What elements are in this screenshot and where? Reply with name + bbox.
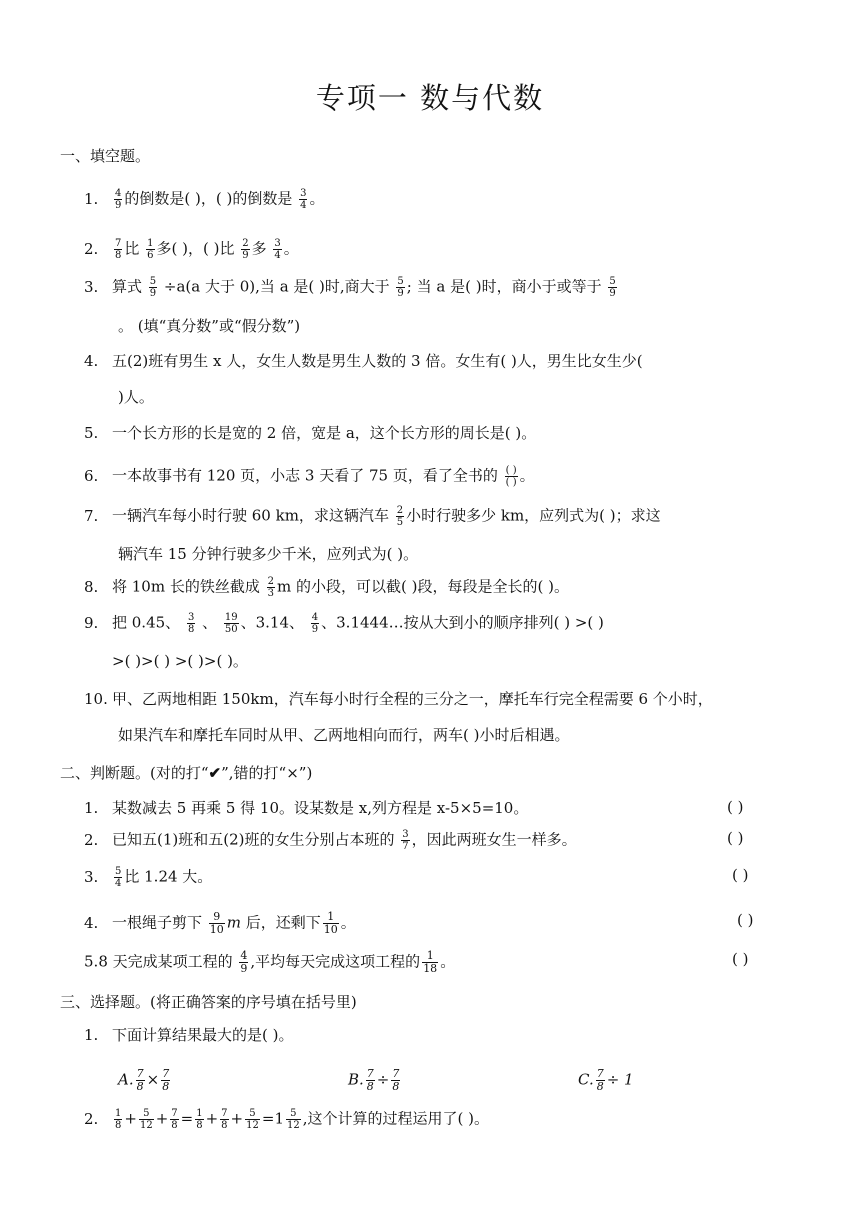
fraction: $\frac{7}{8}$ (366, 1067, 374, 1093)
question-text: 多 (251, 239, 272, 258)
option-label: B. (348, 1070, 364, 1089)
question-number: 7. (84, 506, 99, 525)
option-label: A. (118, 1070, 134, 1089)
page-title: 专项一 数与代数 (315, 81, 545, 115)
question-text: ÷a(a 大于 0),当 a 是( )时,商大于 (159, 277, 395, 296)
question-text: 多( )，( )比 (156, 239, 240, 258)
fraction: $\frac{3}{4}$ (274, 238, 281, 261)
question-text: 后，还剩下 (241, 913, 321, 932)
question-text: 、 (197, 613, 222, 632)
fraction: $\frac{3}{4}$ (300, 188, 307, 211)
question-2-3 (84, 866, 212, 889)
question-text: 把 0.45、 (112, 613, 185, 632)
question-text: 某数减去 5 再乘 5 得 10。设某数是 x,列方程是 x-5×5=10。 (112, 799, 529, 817)
fraction: $\frac{3}{8}$ (187, 612, 195, 635)
answer-paren[interactable]: ( ) (727, 798, 744, 816)
fraction: $\frac{1}{18}$ (423, 949, 438, 975)
option-a[interactable] (118, 1068, 172, 1093)
question-text: ,这个计算的过程运用了( )。 (302, 1109, 489, 1128)
question-1-10-continued: 如果汽车和摩托车同时从甲、乙两地相向而行，两车( )小时后相遇。 (118, 726, 570, 744)
question-text: 算式 (112, 277, 147, 296)
question-text: 。 (283, 239, 299, 258)
fraction: $\frac{1}{10}$ (323, 910, 338, 936)
operator: ÷ 1 (606, 1070, 634, 1089)
fraction: $\frac{7}{8}$ (221, 1108, 228, 1131)
question-1-9-continued: >( )>( ) >( )>( )。 (112, 652, 248, 670)
question-text: 比 (124, 239, 145, 258)
question-number: 2. (84, 830, 99, 849)
section-heading-multiple-choice: 三、选择题。(将正确答案的序号填在括号里) (60, 993, 357, 1011)
question-text: 、3.14、 (240, 613, 309, 632)
operator: + (230, 1109, 244, 1128)
fraction: $\frac{2}{5}$ (396, 505, 404, 528)
unit-text: m (226, 913, 242, 932)
question-number: 8. (84, 577, 99, 596)
question-2-1 (84, 798, 528, 818)
question-text: 。 (340, 913, 356, 932)
question-text: 小时行驶多少 km，应列式为( )；求这 (406, 506, 661, 525)
question-text: 已知五(1)班和五(2)班的女生分别占本班的 (112, 830, 400, 849)
question-text: 一辆汽车每小时行驶 60 km，求这辆汽车 (112, 506, 394, 525)
fraction: $\frac{5}{12}$ (139, 1108, 153, 1131)
question-number: 3. (84, 277, 99, 296)
section-heading-true-false: 二、判断题。(对的打“✔”,错的打“×”) (60, 764, 313, 782)
operator: = (261, 1109, 275, 1128)
question-number: 1. (84, 1026, 99, 1044)
question-2-5 (84, 950, 455, 975)
fraction: $\frac{5}{12}$ (286, 1108, 300, 1131)
question-number: 5. (84, 424, 99, 442)
question-1-4-continued: )人。 (118, 388, 154, 406)
question-text: 、3.1444…按从大到小的顺序排列( ) >( ) (321, 613, 604, 632)
option-label: C. (578, 1070, 594, 1089)
question-1-3 (84, 276, 619, 299)
fraction: $\frac{7}{8}$ (162, 1067, 170, 1093)
question-1-8 (84, 576, 569, 599)
question-number: 10. (84, 690, 108, 708)
question-number: 4. (84, 352, 99, 370)
question-number: 9. (84, 613, 99, 632)
question-text: 甲、乙两地相距 150km，汽车每小时行全程的三分之一，摩托车行完全程需要 6 个小时， (112, 690, 713, 708)
question-text: 。 (309, 189, 325, 208)
answer-paren[interactable]: ( ) (732, 950, 749, 968)
fraction: $\frac{3}{7}$ (402, 829, 409, 852)
question-number: 2. (84, 1109, 99, 1128)
fraction: $\frac{5}{12}$ (246, 1108, 259, 1131)
question-number: 2. (84, 239, 99, 258)
question-1-7 (84, 505, 661, 528)
question-number: 1. (84, 189, 99, 208)
question-text: 。 (440, 952, 456, 971)
fraction: $\frac{7}{8}$ (115, 238, 122, 261)
fraction: $\frac{7}{8}$ (392, 1067, 400, 1093)
fraction: $\frac{7}{8}$ (136, 1067, 144, 1093)
fraction: $\frac{4}{9}$ (115, 188, 122, 211)
question-text: 比 1.24 大。 (124, 867, 213, 886)
answer-paren[interactable]: ( ) (737, 911, 754, 929)
question-number: 5. (84, 952, 99, 971)
question-text: 下面计算结果最大的是( )。 (112, 1026, 294, 1044)
question-text: 。 (519, 466, 535, 485)
question-number: 1. (84, 799, 99, 817)
fraction: $\frac{7}{8}$ (596, 1067, 604, 1093)
question-2-4 (84, 911, 356, 936)
option-c[interactable] (578, 1068, 634, 1093)
question-text: 一本故事书有 120 页，小志 3 天看了 75 页，看了全书的 (112, 466, 503, 485)
question-text: 将 10m 长的铁丝截成 (112, 577, 265, 596)
fraction: $\frac{5}{9}$ (397, 276, 404, 299)
question-number: 3. (84, 867, 99, 886)
operator: + (124, 1109, 137, 1128)
fraction: $\frac{2}{9}$ (242, 238, 249, 261)
answer-paren[interactable]: ( ) (727, 829, 744, 847)
question-3-2 (84, 1108, 489, 1131)
question-1-4 (84, 351, 643, 371)
question-2-2 (84, 829, 577, 852)
fraction: $\frac{1}{8}$ (115, 1108, 122, 1131)
question-1-9 (84, 612, 604, 635)
question-text: 一个长方形的长是宽的 2 倍，宽是 a，这个长方形的周长是( )。 (112, 424, 537, 442)
fraction: $\frac{1}{8}$ (196, 1108, 203, 1131)
mixed-number-whole: 1 (274, 1109, 284, 1128)
section-heading-fill-blank: 一、填空题。 (60, 147, 151, 165)
question-1-1 (84, 188, 324, 211)
fraction: $\frac{19}{50}$ (224, 612, 238, 635)
question-text: ; 当 a 是( )时，商小于或等于 (406, 277, 607, 296)
question-number: 4. (84, 913, 99, 932)
question-1-10 (84, 689, 713, 709)
question-text: ，因此两班女生一样多。 (411, 830, 577, 849)
question-1-5 (84, 423, 536, 443)
answer-paren[interactable]: ( ) (732, 866, 749, 884)
operator: × (146, 1070, 160, 1089)
operator: ÷ (376, 1070, 390, 1089)
blank-fraction: $\frac{( )}{( )}$ (505, 465, 517, 488)
question-1-7-continued: 辆汽车 15 分钟行驶多少千米，应列式为( )。 (118, 545, 419, 563)
fraction: $\frac{5}{4}$ (115, 866, 122, 889)
fraction: $\frac{1}{6}$ (147, 238, 154, 261)
question-text: 的倒数是( )，( )的倒数是 (124, 189, 298, 208)
question-text: 五(2)班有男生 x 人，女生人数是男生人数的 3 倍。女生有( )人，男生比女生少( (112, 352, 643, 370)
fraction: $\frac{5}{9}$ (609, 276, 616, 299)
question-1-2 (84, 238, 299, 261)
check-icon: ✔ (208, 764, 222, 782)
operator: + (155, 1109, 169, 1128)
operator: + (205, 1109, 219, 1128)
fraction: $\frac{9}{10}$ (209, 910, 224, 936)
fraction: $\frac{7}{8}$ (171, 1108, 178, 1131)
fraction: $\frac{2}{3}$ (267, 576, 274, 599)
question-text: m 的小段，可以截( )段，每段是全长的( )。 (277, 577, 569, 596)
question-text: 一根绳子剪下 (112, 913, 207, 932)
fraction: $\frac{5}{9}$ (149, 276, 157, 299)
operator: = (180, 1109, 194, 1128)
option-b[interactable] (348, 1068, 402, 1093)
question-text: 8 天完成某项工程的 (98, 952, 238, 971)
question-text: ,平均每天完成这项工程的 (250, 952, 421, 971)
question-1-6 (84, 465, 535, 488)
question-number: 6. (84, 466, 99, 485)
fraction: $\frac{4}{9}$ (240, 949, 248, 975)
question-1-3-continued: 。 (填“真分数”或“假分数”) (118, 317, 301, 335)
fraction: $\frac{4}{9}$ (311, 612, 319, 635)
question-3-1 (84, 1025, 293, 1045)
